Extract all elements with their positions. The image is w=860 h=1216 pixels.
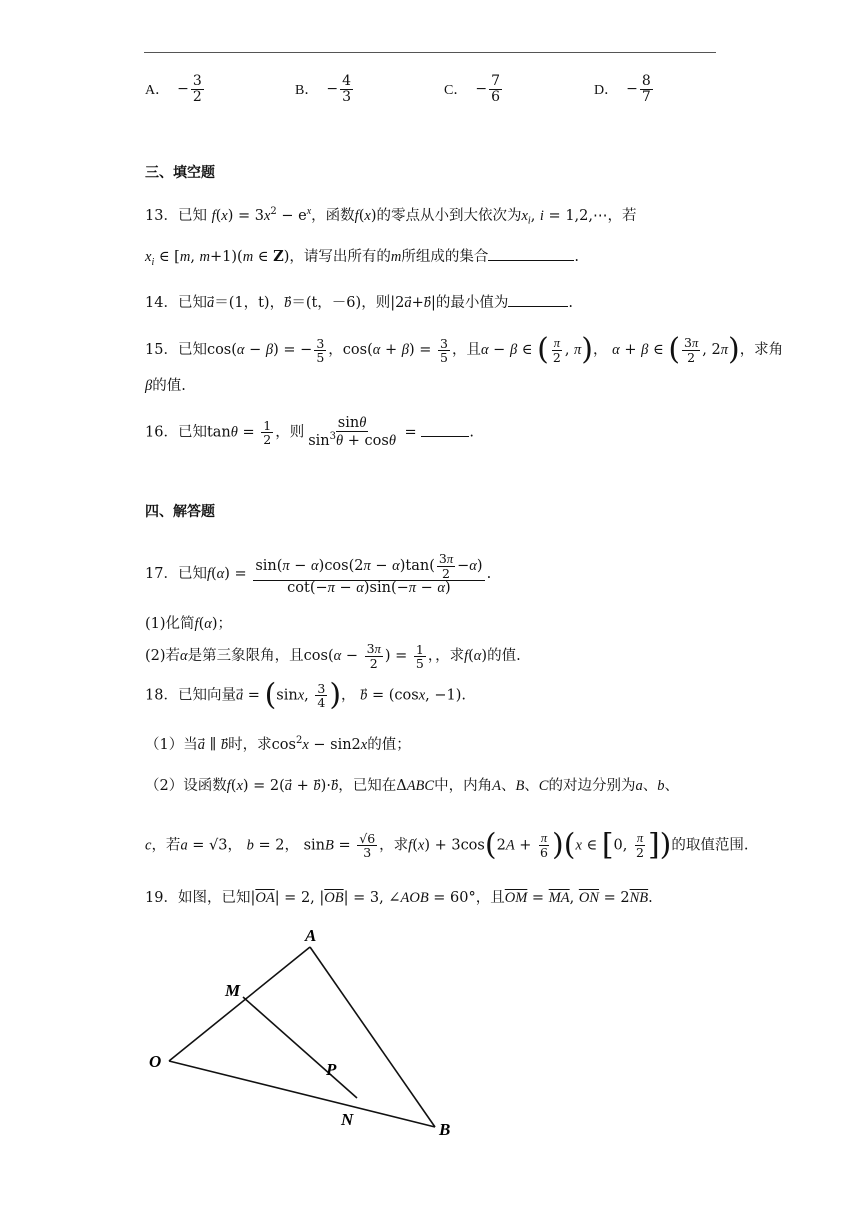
section-fill-title: 三、填空题 [145, 165, 215, 181]
q17-line1: 17．已知f(α) = sin(π − α)cos(2π − α)tan( $\frac{3\pi}{2}$ −α) cot(−π − α)sin(−π − α) . [145, 551, 492, 597]
q13-line2: $x_i$ ∈ [m, m+1)(m ∈ Z)，请写出所有的m所组成的集合 . [145, 248, 580, 268]
option-b: B． − $\frac{4}{3}$ [295, 73, 351, 105]
label-o: O [149, 1052, 162, 1071]
q15-line2: β的值. [145, 378, 186, 394]
q18-line1: 18．已知向量a⃗ = (sinx, $\frac{3}{4}$ )， b⃗ = (cosx, −1). [145, 677, 467, 713]
q18-part1: （1）当a⃗ ∥ b时，求$\cos^2x - \sin 2x$的值； [145, 735, 411, 753]
q13-line1: 13．已知 $f(x) = 3x^2 - e^x$，函数f(x)的零点从小到大依次为$x_i$, i = 1,2,⋯，若 [145, 206, 637, 227]
option-a: A． − $\frac{3}{2}$ [145, 73, 202, 105]
label-m: M [225, 981, 241, 1000]
label-a: A [305, 926, 317, 945]
q18-part2: （2）设函数f(x) = 2(a⃗ + b⃗)·b，已知在ΔABC中，内角A、B、C的对边分别为a、b、 [145, 778, 679, 794]
header-rule [144, 52, 716, 53]
q16: 16．已知tanθ = $\frac{1}{2}$ ，则 $\frac{\sin\theta}{\sin^3\theta + \cos\theta}$ = . [145, 415, 474, 450]
label-b: B [439, 1120, 451, 1139]
q15-line1: 15．已知cos(α − β) = − $\frac{3}{5}$ ，cos(α + β) = $\frac{3}{5}$ ，且α − β ∈ ( $\frac{\pi}{2}$ , π)， α + β ∈ ( $\frac{3\pi}{2}$ , 2π)，求角 [145, 332, 784, 368]
label-p: P [326, 1060, 337, 1079]
q14: 14．已知a＝(1，t)，b＝(t，－6)，则|2a⃗+b⃗|的最小值为 . [145, 292, 573, 313]
section-answer-title: 四、解答题 [145, 504, 215, 520]
q19: 19．如图，已知$|\overline{OA}| = 2$, $|\overline{OB}| = 3$, ∠AOB = 60°，且$\overline{OM} = \overline{MA}$, $\overline{ON} = 2\overline{NB}$. [145, 890, 653, 906]
option-c: C． − $\frac{7}{6}$ [444, 73, 500, 105]
q18-line3: c，若a = √3， b = 2， sinB = $\frac{√6}{3}$ ，求f(x) + 3cos(2A + $\frac{\pi}{6}$ )(x ∈ [0, $\frac{\pi}{2}$ ])的取值范围. [145, 827, 749, 863]
label-n: N [341, 1110, 354, 1129]
q17-part1: (1)化简f(α)； [145, 616, 233, 632]
q17-part2: (2)若α是第三象限角，且cos(α − $\frac{3\pi}{2}$ ) = $\frac{1}{5}$ ，，求f(α)的值. [145, 641, 521, 672]
option-d: D． − $\frac{8}{7}$ [594, 73, 651, 105]
segment-oa [169, 947, 310, 1061]
geometry-figure [145, 920, 465, 1145]
